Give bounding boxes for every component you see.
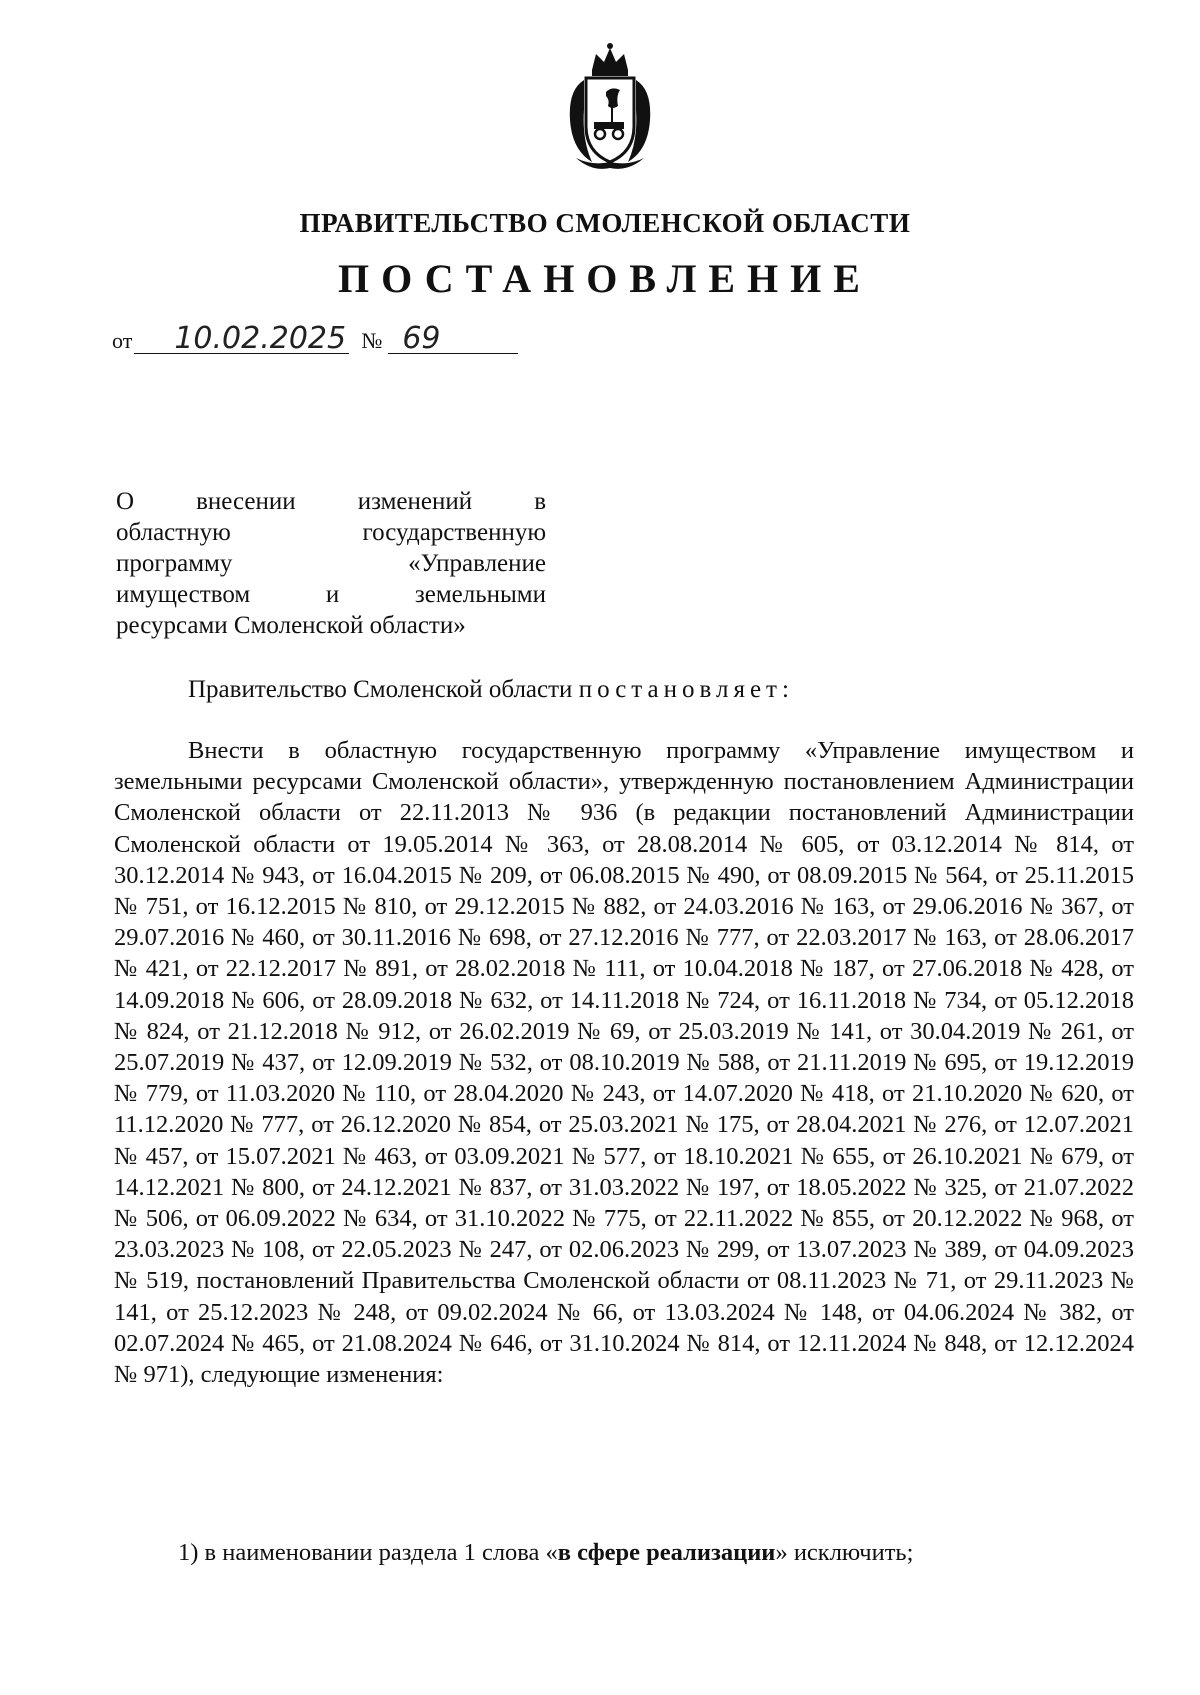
- date-prefix: от: [112, 328, 133, 353]
- body-paragraph: Внести в областную государственную программу «Управление имуществом и земельными ресурсами Смоленской области», утвержденную постановлением Администрации Смоленской области от 22.11.2013 № 936 (в редакции постановлений Администрации Смоленской области от 19.05.2014 № 363, от 28.08.2014 № 605, от 03.12.2014 № 814, от 30.12.2014 № 943, от 16.04.2015 № 209, от 06.08.2015 № 490, от 08.09.2015 № 564, от 25.11.2015 № 751, от 16.12.2015 № 810, от 29.12.2015 № 882, от 24.03.2016 № 163, от 29.06.2016 № 367, от 29.07.2016 № 460, от 30.11.2016 № 698, от 27.12.2016 № 777, от 22.03.2017 № 163, от 28.06.2017 № 421, от 22.12.2017 № 891, от 28.02.2018 № 111, от 10.04.2018 № 187, от 27.06.2018 № 428, от 14.09.2018 № 606, от 28.09.2018 № 632, от 14.11.2018 № 724, от 16.11.2018 № 734, от 05.12.2018 № 824, от 21.12.2018 № 912, от 26.02.2019 № 69, от 25.03.2019 № 141, от 30.04.2019 № 261, от 25.07.2019 № 437, от 12.09.2019 № 532, от 08.10.2019 № 588, от 21.11.2019 № 695, от 19.12.2019 № 779, от 11.03.2020 № 110, от 28.04.2020 № 243, от 14.07.2020 № 418, от 21.10.2020 № 620, от 11.12.2020 № 777, от 26.12.2020 № 854, от 25.03.2021 № 175, от 28.04.2021 № 276, от 12.07.2021 № 457, от 15.07.2021 № 463, от 03.09.2021 № 577, от 18.10.2021 № 655, от 26.10.2021 № 679, от 14.12.2021 № 800, от 24.12.2021 № 837, от 31.03.2022 № 197, от 18.05.2022 № 325, от 21.07.2022 № 506, от 06.09.2022 № 634, от 31.10.2022 № 775, от 22.11.2022 № 855, от 20.12.2022 № 968, от 23.03.2023 № 108, от 22.05.2023 № 247, от 02.06.2023 № 299, от 13.07.2023 № 389, от 04.09.2023 № 519, постановлений Правительства Смоленской области от 08.11.2023 № 71, от 29.11.2023 № 141, от 25.12.2023 № 248, от 09.02.2024 № 66, от 13.03.2024 № 148, от 04.06.2024 № 382, от 02.07.2024 № 465, от 21.08.2024 № 646, от 31.10.2024 № 814, от 12.11.2024 № 848, от 12.12.2024 № 971), следующие изменения:: [114, 737, 1134, 1389]
- subject-line: имуществом и земельными: [116, 581, 546, 608]
- subject-line: программу «Управление: [116, 550, 546, 577]
- government-name: ПРАВИТЕЛЬСТВО СМОЛЕНСКОЙ ОБЛАСТИ: [299, 208, 911, 238]
- document-type: ПОСТАНОВЛЕНИЕ: [338, 256, 872, 301]
- smolensk-coat-of-arms-icon: [562, 40, 658, 170]
- item-bold: в сфере реализации: [557, 1539, 776, 1566]
- date-number-line: [112, 318, 518, 354]
- item-prefix: 1) в наименовании раздела 1 слова «: [178, 1539, 558, 1566]
- preamble-resolves: постановляет:: [578, 676, 794, 703]
- subject-line: областную государственную: [116, 519, 546, 546]
- number-field: 69: [388, 324, 518, 354]
- item-suffix: » исключить;: [775, 1539, 914, 1566]
- number-prefix: №: [361, 328, 383, 353]
- preamble-text: Правительство Смоленской области: [188, 676, 573, 703]
- subject-block: [116, 486, 546, 641]
- subject-line: ресурсами Смоленской области»: [116, 612, 466, 639]
- date-field: 10.02.2025: [134, 324, 349, 354]
- subject-line: О внесении изменений в: [116, 488, 546, 515]
- preamble: [188, 676, 794, 704]
- list-item: [178, 1539, 913, 1567]
